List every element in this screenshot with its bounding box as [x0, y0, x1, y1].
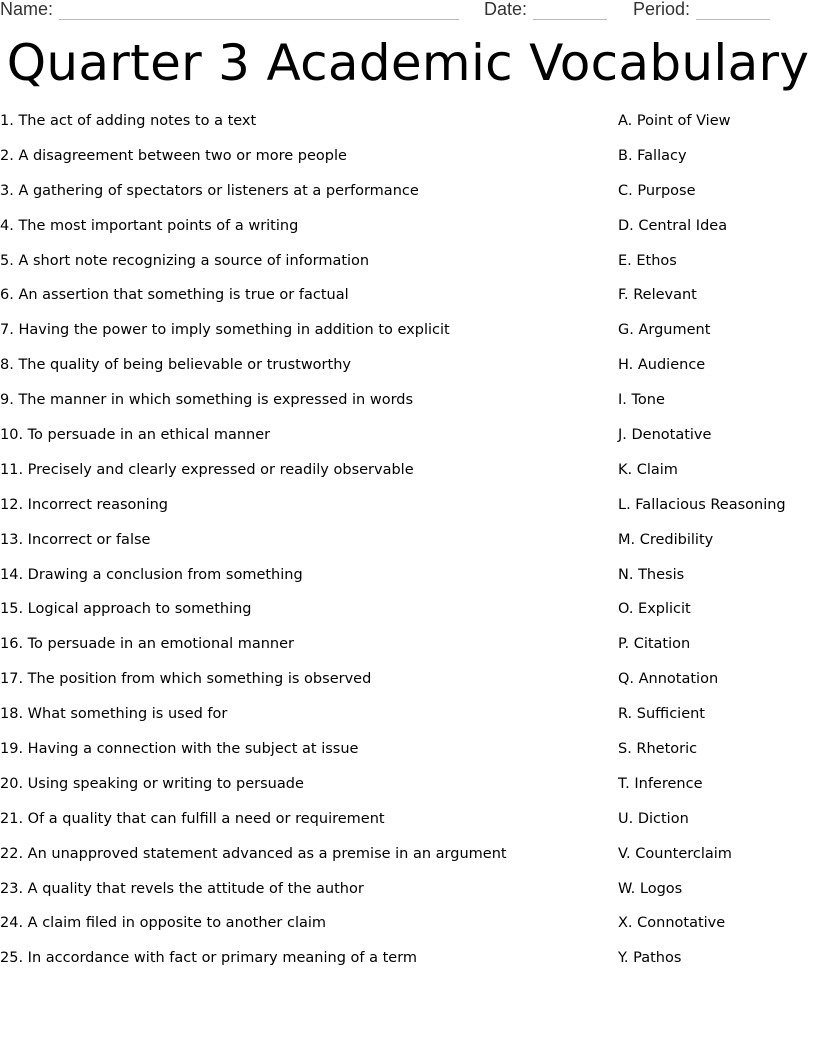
answer-option: M. Credibility	[618, 531, 714, 548]
list-item	[0, 146, 816, 181]
list-item	[0, 913, 816, 948]
list-item	[0, 390, 816, 425]
list-item	[0, 111, 816, 146]
list-item	[0, 355, 816, 390]
answer-option: K. Claim	[618, 461, 678, 478]
question-text: 19. Having a connection with the subject at issue	[0, 741, 359, 758]
period-field[interactable]	[633, 0, 770, 20]
list-item	[0, 565, 816, 600]
name-label: Name:	[0, 0, 54, 19]
list-item	[0, 216, 816, 251]
name-field[interactable]	[0, 0, 459, 20]
question-text: 4. The most important points of a writing	[0, 217, 299, 234]
answer-option: W. Logos	[618, 880, 683, 897]
answer-option: U. Diction	[618, 810, 689, 827]
answer-option: G. Argument	[618, 322, 711, 339]
question-text: 1. The act of adding notes to a text	[0, 113, 257, 129]
question-text: 22. An unapproved statement advanced as a premise in an argument	[0, 845, 507, 862]
answer-option: S. Rhetoric	[618, 741, 698, 758]
list-item	[0, 530, 816, 565]
date-label: Date:	[484, 0, 528, 19]
answer-option: V. Counterclaim	[618, 845, 732, 862]
list-item	[0, 809, 816, 844]
matching-list	[0, 111, 816, 983]
page-title: Quarter 3 Academic Vocabulary	[6, 34, 810, 92]
question-text: 12. Incorrect reasoning	[0, 496, 169, 513]
period-blank-line[interactable]	[696, 1, 770, 20]
answer-option: Q. Annotation	[618, 671, 719, 688]
list-item	[0, 879, 816, 914]
answer-option: O. Explicit	[618, 601, 691, 618]
answer-option: T. Inference	[618, 775, 703, 792]
answer-option: F. Relevant	[618, 287, 697, 304]
date-field[interactable]	[484, 0, 607, 20]
name-blank-line[interactable]	[59, 1, 459, 20]
list-item	[0, 844, 816, 879]
question-text: 18. What something is used for	[0, 706, 228, 723]
list-item	[0, 285, 816, 320]
question-text: 9. The manner in which something is expressed in words	[0, 392, 414, 409]
answer-option: P. Citation	[618, 636, 691, 653]
period-label: Period:	[633, 0, 691, 19]
question-text: 14. Drawing a conclusion from something	[0, 566, 303, 583]
answer-option: J. Denotative	[618, 427, 712, 444]
answer-option: L. Fallacious Reasoning	[618, 496, 786, 513]
question-text: 20. Using speaking or writing to persuade	[0, 775, 304, 792]
date-blank-line[interactable]	[533, 1, 607, 20]
question-text: 7. Having the power to imply something in addition to explicit	[0, 322, 450, 339]
list-item	[0, 634, 816, 669]
question-text: 10. To persuade in an ethical manner	[0, 427, 271, 444]
list-item	[0, 599, 816, 634]
list-item	[0, 425, 816, 460]
question-text: 3. A gathering of spectators or listeners at a performance	[0, 182, 419, 199]
list-item	[0, 948, 816, 983]
list-item	[0, 774, 816, 809]
answer-option: R. Sufficient	[618, 706, 705, 723]
list-item	[0, 181, 816, 216]
question-text: 23. A quality that revels the attitude of the author	[0, 880, 364, 897]
answer-option: X. Connotative	[618, 915, 726, 932]
answer-option: N. Thesis	[618, 566, 685, 583]
question-text: 11. Precisely and clearly expressed or readily observable	[0, 461, 414, 478]
question-text: 25. In accordance with fact or primary meaning of a term	[0, 950, 418, 967]
question-text: 5. A short note recognizing a source of information	[0, 252, 370, 269]
answer-option: C. Purpose	[618, 182, 696, 199]
answer-option: E. Ethos	[618, 252, 677, 269]
question-text: 8. The quality of being believable or trustworthy	[0, 357, 351, 374]
list-item	[0, 460, 816, 495]
question-text: 13. Incorrect or false	[0, 531, 151, 548]
question-text: 6. An assertion that something is true or factual	[0, 287, 349, 304]
question-text: 15. Logical approach to something	[0, 601, 252, 618]
list-item	[0, 704, 816, 739]
answer-option: A. Point of View	[618, 113, 731, 129]
question-text: 16. To persuade in an emotional manner	[0, 636, 294, 653]
question-text: 24. A claim filed in opposite to another claim	[0, 915, 327, 932]
list-item	[0, 669, 816, 704]
list-item	[0, 251, 816, 286]
question-text: 21. Of a quality that can fulfill a need or requirement	[0, 810, 385, 827]
worksheet-header	[0, 0, 816, 24]
list-item	[0, 320, 816, 355]
question-text: 2. A disagreement between two or more people	[0, 147, 347, 164]
answer-option: H. Audience	[618, 357, 706, 374]
answer-option: B. Fallacy	[618, 147, 687, 164]
list-item	[0, 495, 816, 530]
question-text: 17. The position from which something is observed	[0, 671, 372, 688]
list-item	[0, 739, 816, 774]
answer-option: Y. Pathos	[618, 950, 682, 967]
answer-option: D. Central Idea	[618, 217, 728, 234]
answer-option: I. Tone	[618, 392, 665, 409]
